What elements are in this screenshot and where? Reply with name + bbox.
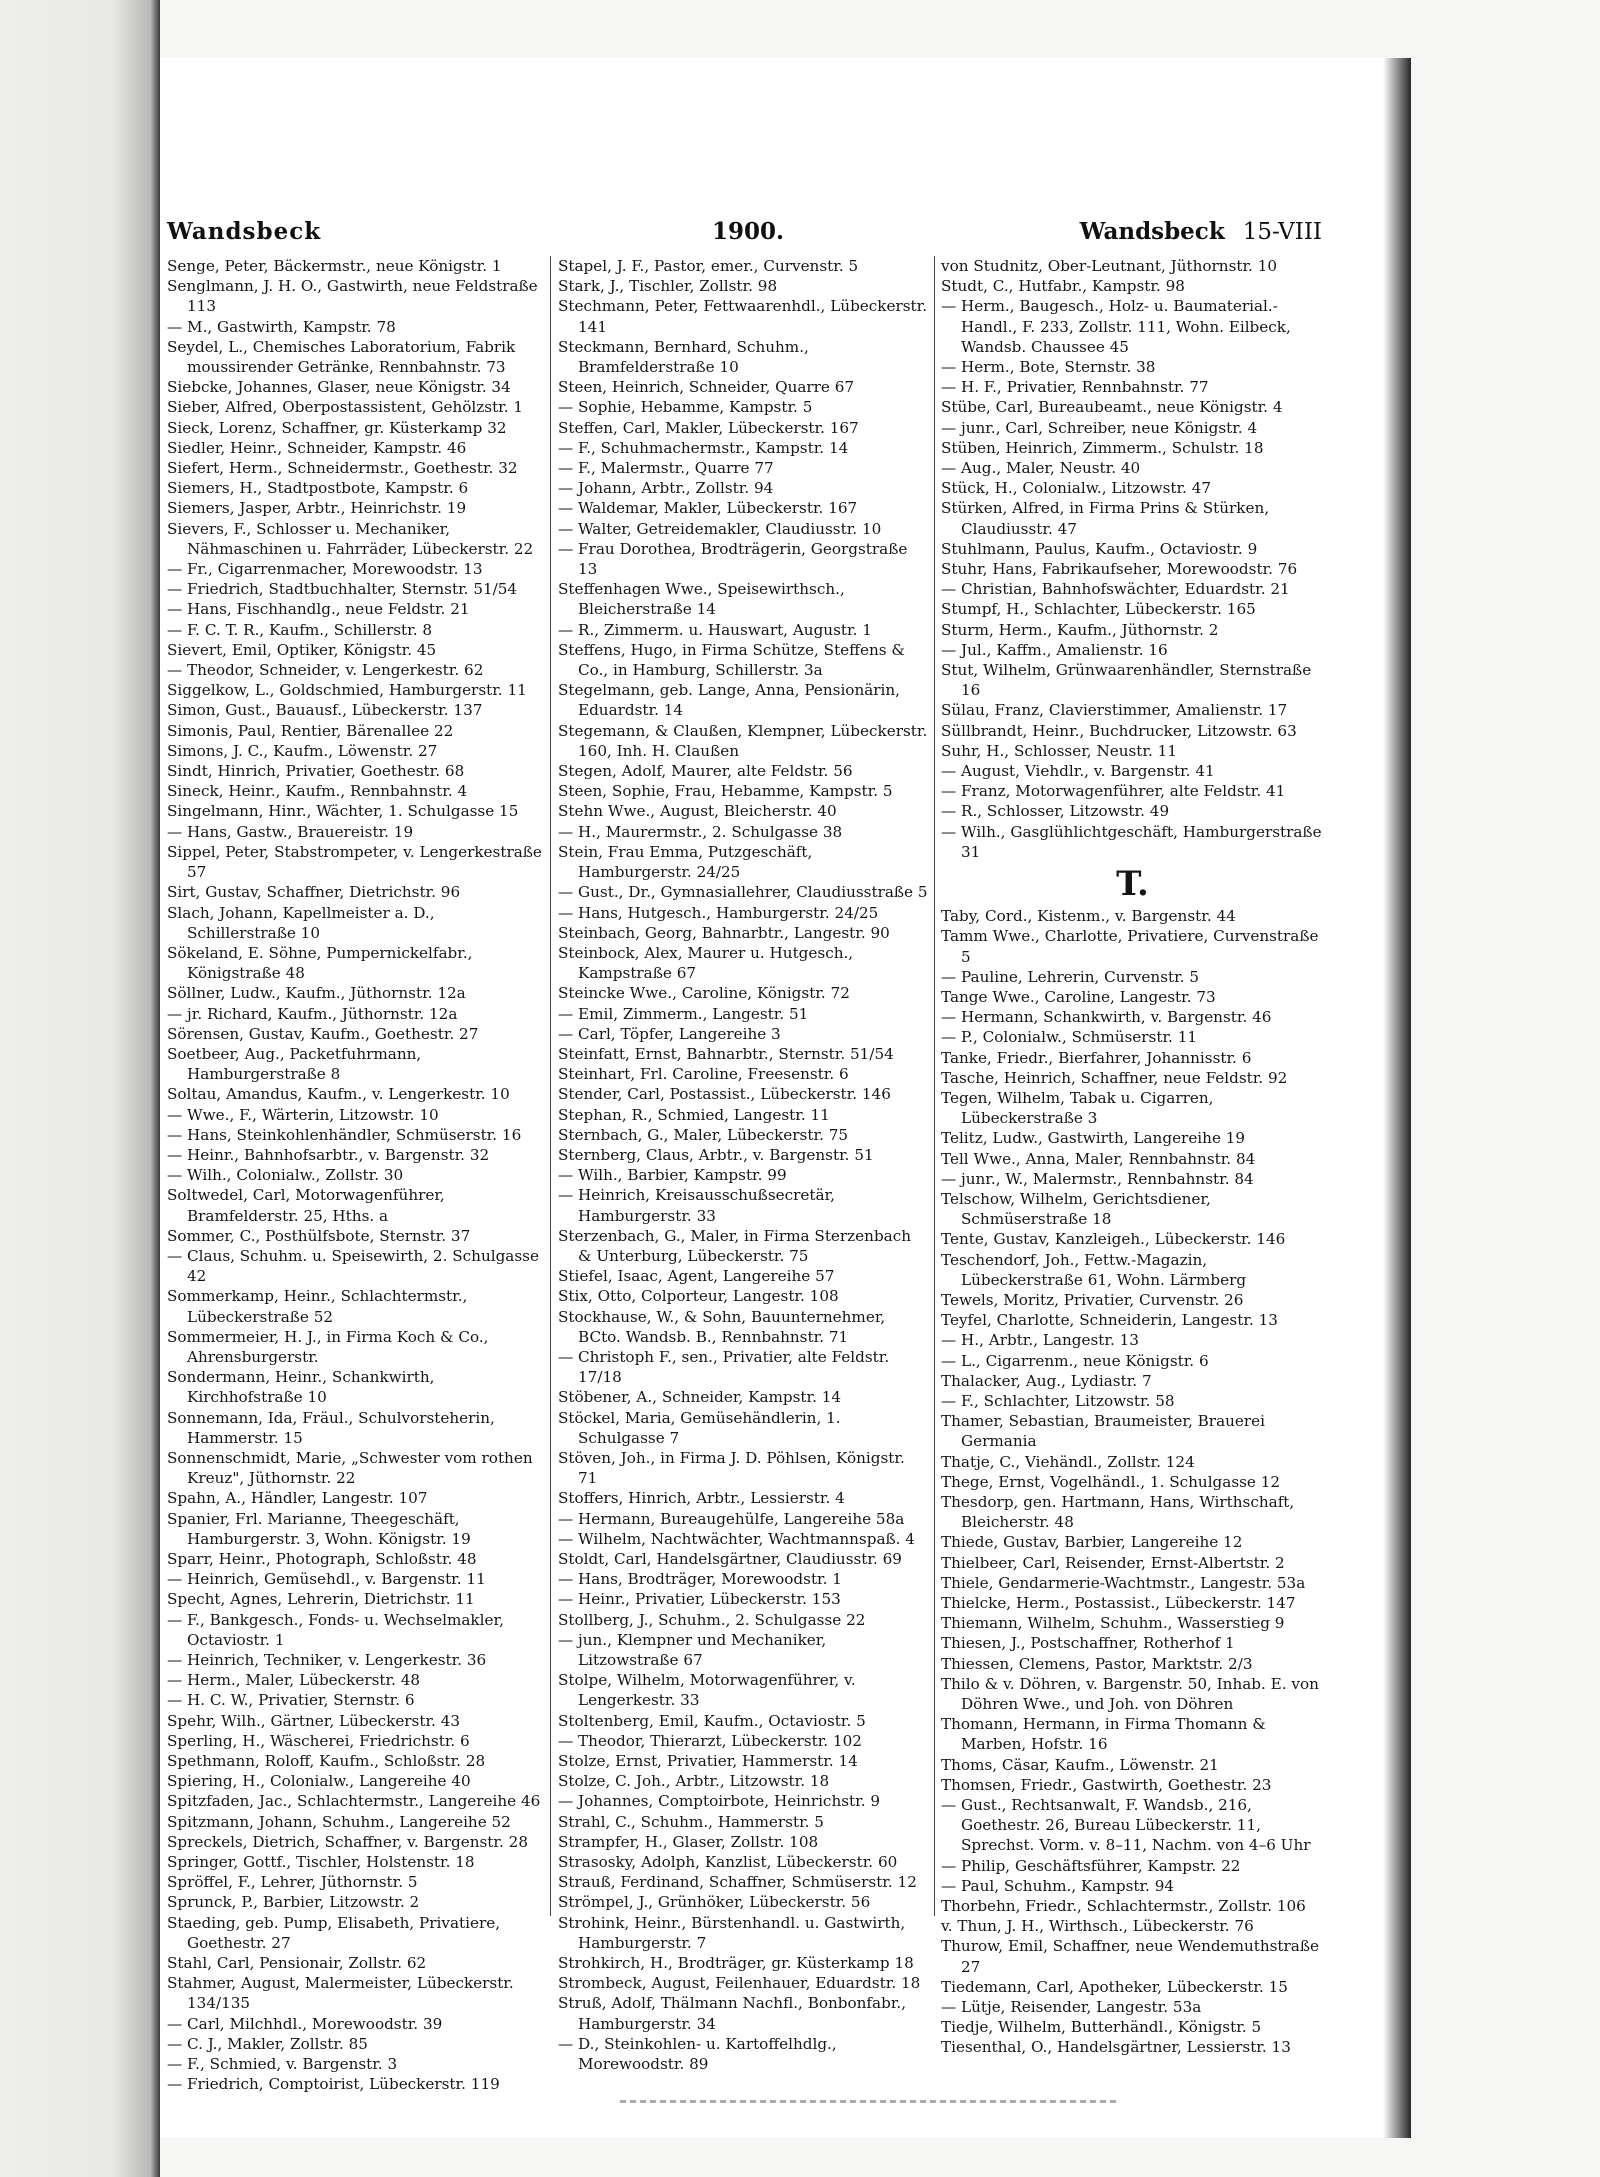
directory-entry: — F., Malermstr., Quarre 77 — [558, 459, 774, 478]
directory-entry: — Herm., Baugesch., Holz- u. Baumaterial.-Handl., F. 233, Zollstr. 111, Wohn. Eilbeck, Wandsb. Chaussee 45 — [941, 297, 1291, 356]
directory-entry: Stahmer, August, Malermeister, Lübeckerstr. 134/135 — [167, 1974, 514, 2013]
directory-entry: — Theodor, Schneider, v. Lengerkestr. 62 — [167, 661, 484, 680]
directory-entry: — M., Gastwirth, Kampstr. 78 — [167, 317, 396, 336]
directory-entry: Stix, Otto, Colporteur, Langestr. 108 — [558, 1287, 839, 1306]
directory-entry: Sievert, Emil, Optiker, Königstr. 45 — [167, 640, 437, 659]
directory-entry: — Hans, Brodträger, Morewoodstr. 1 — [558, 1570, 842, 1589]
directory-entry: Stahl, Carl, Pensionair, Zollstr. 62 — [167, 1954, 427, 1973]
directory-entry: Stolpe, Wilhelm, Motorwagenführer, v. Lengerkestr. 33 — [558, 1671, 856, 1710]
directory-entry: Spahn, A., Händler, Langestr. 107 — [167, 1489, 428, 1508]
header-right-title: Wandsbeck — [1079, 218, 1225, 245]
header-left-title: Wandsbeck — [167, 218, 322, 245]
directory-entry: — Jul., Kaffm., Amalienstr. 16 — [941, 640, 1168, 659]
directory-entry: Thiesen, J., Postschaffner, Rotherhof 1 — [941, 1634, 1235, 1653]
directory-entry: Strombeck, August, Feilenhauer, Eduardstr. 18 — [558, 1974, 921, 1993]
directory-entry: Stut, Wilhelm, Grünwaarenhändler, Sternstraße 16 — [941, 661, 1312, 700]
directory-entry: — Christoph F., sen., Privatier, alte Feldstr. 17/18 — [558, 1347, 890, 1387]
directory-entry: Sommermeier, H. J., in Firma Koch & Co., Ahrensburgerstr. — [167, 1327, 489, 1366]
directory-entry: Stechmann, Peter, Fettwaarenhdl., Lübeckerstr. 141 — [558, 297, 928, 336]
directory-entry: Sörensen, Gustav, Kaufm., Goethestr. 27 — [167, 1024, 479, 1043]
directory-entry: Sommer, C., Posthülfsbote, Sternstr. 37 — [167, 1226, 471, 1245]
directory-entry: — Lütje, Reisender, Langestr. 53a — [941, 1998, 1202, 2017]
directory-entry: v. Thun, J. H., Wirthsch., Lübeckerstr. 76 — [941, 1917, 1254, 1936]
directory-entry: — Heinrich, Gemüsehdl., v. Bargenstr. 11 — [167, 1570, 486, 1589]
directory-entry: Stöckel, Maria, Gemüsehändlerin, 1. Schulgasse 7 — [558, 1408, 841, 1447]
directory-entry: Sülau, Franz, Clavierstimmer, Amalienstr. 17 — [941, 701, 1288, 720]
directory-entry: Siggelkow, L., Goldschmied, Hamburgerstr. 11 — [167, 681, 527, 700]
directory-entry: Tanke, Friedr., Bierfahrer, Johannisstr. 6 — [941, 1048, 1252, 1067]
directory-entry: — jun., Klempner und Mechaniker, Litzowstraße 67 — [558, 1630, 827, 1670]
directory-entry: Sternbach, G., Maler, Lübeckerstr. 75 — [558, 1125, 849, 1144]
directory-entry: Stuhr, Hans, Fabrikaufseher, Morewoodstr. 76 — [941, 560, 1298, 579]
directory-entry: Thomann, Hermann, in Firma Thomann & Marben, Hofstr. 16 — [941, 1715, 1266, 1754]
directory-entry: Steffen, Carl, Makler, Lübeckerstr. 167 — [558, 418, 859, 437]
directory-entry: Stark, J., Tischler, Zollstr. 98 — [558, 277, 778, 296]
directory-entry: — F., Schuhmachermstr., Kampstr. 14 — [558, 438, 849, 457]
directory-entry: Thalacker, Aug., Lydiastr. 7 — [941, 1371, 1152, 1390]
directory-entry: — Pauline, Lehrerin, Curvenstr. 5 — [941, 967, 1200, 986]
directory-entry: — jr. Richard, Kaufm., Jüthornstr. 12a — [167, 1004, 458, 1023]
directory-entry: Thiede, Gustav, Barbier, Langereihe 12 — [941, 1533, 1243, 1552]
directory-entry: — junr., W., Malermstr., Rennbahnstr. 84 — [941, 1169, 1254, 1188]
directory-entry: Stender, Carl, Postassist., Lübeckerstr. 146 — [558, 1085, 891, 1104]
directory-entry: — Fr., Cigarrenmacher, Morewoodstr. 13 — [167, 560, 483, 579]
directory-entry: — Hermann, Schankwirth, v. Bargenstr. 46 — [941, 1008, 1272, 1027]
directory-entry: Slach, Johann, Kapellmeister a. D., Schillerstraße 10 — [167, 903, 435, 942]
directory-entry: — Carl, Milchhdl., Morewoodstr. 39 — [167, 2014, 443, 2033]
directory-entry: Stephan, R., Schmied, Langestr. 11 — [558, 1105, 830, 1124]
directory-entry: — Friedrich, Comptoirist, Lübeckerstr. 119 — [167, 2075, 500, 2094]
directory-entry: Simonis, Paul, Rentier, Bärenallee 22 — [167, 721, 454, 740]
directory-entry: Steinbach, Georg, Bahnarbtr., Langestr. 90 — [558, 923, 890, 942]
directory-entry: Sineck, Heinr., Kaufm., Rennbahnstr. 4 — [167, 782, 468, 801]
directory-entry: Specht, Agnes, Lehrerin, Dietrichstr. 11 — [167, 1590, 475, 1609]
directory-entry: Telitz, Ludw., Gastwirth, Langereihe 19 — [941, 1129, 1246, 1148]
directory-column-2 — [558, 256, 928, 2074]
directory-entry: Thiele, Gendarmerie-Wachtmstr., Langestr. 53a — [941, 1573, 1306, 1592]
directory-entry: — Wilh., Barbier, Kampstr. 99 — [558, 1166, 787, 1185]
directory-entry: Stübe, Carl, Bureaubeamt., neue Königstr. 4 — [941, 398, 1283, 417]
directory-entry: — Friedrich, Stadtbuchhalter, Sternstr. 51/54 — [167, 580, 518, 599]
directory-entry: Stegen, Adolf, Maurer, alte Feldstr. 56 — [558, 762, 853, 781]
page-number: 15-VIII — [1242, 219, 1322, 245]
directory-entry: Stockhause, W., & Sohn, Bauunternehmer, BCto. Wandsb. B., Rennbahnstr. 71 — [558, 1307, 886, 1346]
directory-entry: Sternberg, Claus, Arbtr., v. Bargenstr. 51 — [558, 1145, 874, 1164]
directory-entry: Thesdorp, gen. Hartmann, Hans, Wirthschaft, Bleicherstr. 48 — [941, 1492, 1295, 1532]
directory-entry: Thilo & v. Döhren, v. Bargenstr. 50, Inhab. E. von Döhren Wwe., und Joh. von Döhren — [941, 1674, 1319, 1714]
directory-entry: Spethmann, Roloff, Kaufm., Schloßstr. 28 — [167, 1752, 486, 1771]
directory-entry: Steinfatt, Ernst, Bahnarbtr., Sternstr. 51/54 — [558, 1044, 894, 1063]
directory-entry: Spiering, H., Colonialw., Langereihe 40 — [167, 1772, 471, 1791]
directory-entry: — Johannes, Comptoirbote, Heinrichstr. 9 — [558, 1792, 881, 1811]
directory-entry: Stürken, Alfred, in Firma Prins & Stürken, Claudiusstr. 47 — [941, 499, 1270, 538]
directory-entry: Tasche, Heinrich, Schaffner, neue Feldstr. 92 — [941, 1068, 1288, 1087]
directory-entry: — August, Viehdlr., v. Bargenstr. 41 — [941, 762, 1215, 781]
directory-entry: — Hans, Gastw., Brauereistr. 19 — [167, 822, 414, 841]
directory-entry: Thurow, Emil, Schaffner, neue Wendemuthstraße 27 — [941, 1937, 1319, 1976]
directory-entry: Thiemann, Wilhelm, Schuhm., Wasserstieg 9 — [941, 1614, 1285, 1633]
directory-entry: Sippel, Peter, Stabstrompeter, v. Lengerkestraße 57 — [167, 842, 542, 882]
directory-entry: Spitzfaden, Jac., Schlachtermstr., Langereihe 46 — [167, 1792, 541, 1811]
directory-entry: Simons, J. C., Kaufm., Löwenstr. 27 — [167, 741, 438, 760]
directory-entry: Stiefel, Isaac, Agent, Langereihe 57 — [558, 1267, 835, 1286]
directory-entry: Tange Wwe., Caroline, Langestr. 73 — [941, 987, 1216, 1006]
directory-entry: — Christian, Bahnhofswächter, Eduardstr. 21 — [941, 580, 1290, 599]
directory-entry: — Wilhelm, Nachtwächter, Wachtmannspaß. 4 — [558, 1529, 915, 1548]
directory-entry: Sterzenbach, G., Maler, in Firma Sterzenbach & Unterburg, Lübeckerstr. 75 — [558, 1226, 912, 1265]
directory-entry: Sieck, Lorenz, Schaffner, gr. Küsterkamp 32 — [167, 418, 507, 437]
directory-entry: — Hans, Steinkohlenhändler, Schmüserstr. 16 — [167, 1125, 522, 1144]
directory-entry: Springer, Gottf., Tischler, Holstenstr. 18 — [167, 1853, 475, 1872]
directory-entry: Telschow, Wilhelm, Gerichtsdiener, Schmüserstraße 18 — [941, 1189, 1211, 1229]
directory-entry: Tiedemann, Carl, Apotheker, Lübeckerstr. 15 — [941, 1977, 1288, 1996]
directory-entry: Staeding, geb. Pump, Elisabeth, Privatiere, Goethestr. 27 — [167, 1913, 501, 1952]
directory-entry: Sievers, F., Schlosser u. Mechaniker, Nähmaschinen u. Fahrräder, Lübeckerstr. 22 — [167, 519, 534, 558]
directory-entry: Siemers, Jasper, Arbtr., Heinrichstr. 19 — [167, 499, 467, 518]
directory-entry: — C. J., Makler, Zollstr. 85 — [167, 2034, 368, 2053]
directory-entry: — Hans, Fischhandlg., neue Feldstr. 21 — [167, 600, 470, 619]
directory-entry: Senge, Peter, Bäckermstr., neue Königstr. 1 — [167, 257, 502, 275]
directory-entry: Söllner, Ludw., Kaufm., Jüthornstr. 12a — [167, 984, 466, 1003]
directory-entry: Steckmann, Bernhard, Schuhm., Bramfelderstraße 10 — [558, 337, 809, 377]
directory-entry: Tente, Gustav, Kanzleigeh., Lübeckerstr. 146 — [941, 1230, 1286, 1249]
directory-entry: Stumpf, H., Schlachter, Lübeckerstr. 165 — [941, 600, 1256, 619]
directory-entry: Soltau, Amandus, Kaufm., v. Lengerkestr. 10 — [167, 1085, 510, 1104]
directory-entry: Thege, Ernst, Vogelhändl., 1. Schulgasse 12 — [941, 1472, 1281, 1491]
directory-entry: — Wwe., F., Wärterin, Litzowstr. 10 — [167, 1105, 439, 1124]
directory-entry: Stoffers, Hinrich, Arbtr., Lessierstr. 4 — [558, 1489, 845, 1508]
directory-entry: Spanier, Frl. Marianne, Theegeschäft, Hamburgerstr. 3, Wohn. Königstr. 19 — [167, 1509, 471, 1548]
directory-entry: Thielcke, Herm., Postassist., Lübeckerstr. 147 — [941, 1594, 1296, 1612]
directory-entry: Siedler, Heinr., Schneider, Kampstr. 46 — [167, 438, 467, 457]
directory-entry: — F., Bankgesch., Fonds- u. Wechselmakler, Octaviostr. 1 — [167, 1610, 504, 1649]
directory-entry: Stolze, Ernst, Privatier, Hammerstr. 14 — [558, 1752, 858, 1771]
directory-entry: Siefert, Herm., Schneidermstr., Goethestr. 32 — [167, 459, 518, 478]
directory-entry: Thomsen, Friedr., Gastwirth, Goethestr. 23 — [941, 1775, 1272, 1794]
directory-entry: — Walter, Getreidemakler, Claudiusstr. 10 — [558, 519, 882, 538]
directory-entry: Strasosky, Adolph, Kanzlist, Lübeckerstr. 60 — [558, 1853, 898, 1872]
directory-entry: Stegemann, & Claußen, Klempner, Lübeckerstr. 160, Inh. H. Claußen — [558, 721, 928, 760]
directory-entry: Sirt, Gustav, Schaffner, Dietrichstr. 96 — [167, 883, 461, 902]
directory-column-3 — [941, 256, 1324, 2058]
directory-entry: Tiesenthal, O., Handelsgärtner, Lessierstr. 13 — [941, 2038, 1291, 2057]
directory-entry: — Frau Dorothea, Brodträgerin, Georgstraße 13 — [558, 539, 908, 579]
directory-entry: — Paul, Schuhm., Kampstr. 94 — [941, 1876, 1175, 1895]
directory-entry: Sturm, Herm., Kaufm., Jüthornstr. 2 — [941, 620, 1219, 639]
directory-entry: — Gust., Rechtsanwalt, F. Wandsb., 216, Goethestr. 26, Bureau Lübeckerstr. 11, Sprechst. Vorm. v. 8–11, Nachm. von 4–6 Uhr — [941, 1796, 1311, 1855]
page-edge-shadow — [1383, 58, 1411, 2138]
directory-entry: Soetbeer, Aug., Packetfuhrmann, Hamburgerstraße 8 — [167, 1044, 422, 1084]
directory-entry: Stollberg, J., Schuhm., 2. Schulgasse 22 — [558, 1610, 866, 1629]
directory-entry: — Philip, Geschäftsführer, Kampstr. 22 — [941, 1856, 1241, 1875]
directory-entry: Sindt, Hinrich, Privatier, Goethestr. 68 — [167, 762, 465, 781]
directory-entry: Spröffel, F., Lehrer, Jüthornstr. 5 — [167, 1873, 418, 1892]
directory-entry: — Johann, Arbtr., Zollstr. 94 — [558, 479, 774, 498]
directory-entry: Steincke Wwe., Caroline, Königstr. 72 — [558, 984, 850, 1003]
column-divider-2 — [934, 256, 935, 1916]
directory-entry: — Sophie, Hebamme, Kampstr. 5 — [558, 398, 813, 417]
directory-entry: — Claus, Schuhm. u. Speisewirth, 2. Schulgasse 42 — [167, 1246, 539, 1286]
directory-entry: — Hans, Hutgesch., Hamburgerstr. 24/25 — [558, 903, 879, 922]
directory-entry: Singelmann, Hinr., Wächter, 1. Schulgasse 15 — [167, 802, 519, 821]
directory-entry: Teyfel, Charlotte, Schneiderin, Langestr. 13 — [941, 1311, 1278, 1330]
directory-entry: Strömpel, J., Grünhöker, Lübeckerstr. 56 — [558, 1893, 871, 1912]
directory-entry: — H. C. W., Privatier, Sternstr. 6 — [167, 1691, 415, 1710]
directory-entry: — Theodor, Thierarzt, Lübeckerstr. 102 — [558, 1731, 862, 1750]
directory-entry: — Heinrich, Techniker, v. Lengerkestr. 36 — [167, 1651, 487, 1670]
directory-entry: Stolze, C. Joh., Arbtr., Litzowstr. 18 — [558, 1772, 830, 1791]
directory-entry: Simon, Gust., Bauausf., Lübeckerstr. 137 — [167, 701, 483, 720]
directory-entry: Thatje, C., Viehändl., Zollstr. 124 — [941, 1452, 1195, 1471]
directory-entry: — Gust., Dr., Gymnasiallehrer, Claudiusstraße 5 — [558, 883, 928, 902]
directory-entry: — junr., Carl, Schreiber, neue Königstr. 4 — [941, 418, 1258, 437]
directory-entry: — R., Schlosser, Litzowstr. 49 — [941, 802, 1170, 821]
directory-entry: Sieber, Alfred, Oberpostassistent, Gehölzstr. 1 — [167, 398, 524, 417]
directory-entry: von Studnitz, Ober-Leutnant, Jüthornstr. 10 — [941, 257, 1278, 275]
directory-entry: Steen, Sophie, Frau, Hebamme, Kampstr. 5 — [558, 782, 893, 801]
directory-entry: — F. C. T. R., Kaufm., Schillerstr. 8 — [167, 620, 433, 639]
directory-entry: Stück, H., Colonialw., Litzowstr. 47 — [941, 479, 1212, 498]
directory-entry: Steinbock, Alex, Maurer u. Hutgesch., Kampstraße 67 — [558, 943, 854, 983]
directory-entry: — F., Schmied, v. Bargenstr. 3 — [167, 2055, 398, 2074]
directory-entry: Spitzmann, Johann, Schuhm., Langereihe 52 — [167, 1812, 511, 1831]
directory-entry: Stöbener, A., Schneider, Kampstr. 14 — [558, 1388, 842, 1407]
directory-entry: — Hermann, Bureaugehülfe, Langereihe 58a — [558, 1509, 905, 1528]
directory-entry: Thoms, Cäsar, Kaufm., Löwenstr. 21 — [941, 1755, 1219, 1774]
directory-column-1 — [167, 256, 545, 2094]
directory-entry: Stöven, Joh., in Firma J. D. Pöhlsen, Königstr. 71 — [558, 1448, 905, 1488]
directory-entry: Spreckels, Dietrich, Schaffner, v. Bargenstr. 28 — [167, 1832, 528, 1851]
directory-entry: Stegelmann, geb. Lange, Anna, Pensionärin, Eduardstr. 14 — [558, 681, 901, 720]
directory-entry: Siebcke, Johannes, Glaser, neue Königstr. 34 — [167, 378, 511, 397]
directory-entry: Steen, Heinrich, Schneider, Quarre 67 — [558, 378, 855, 397]
directory-entry: — R., Zimmerm. u. Hauswart, Augustr. 1 — [558, 620, 872, 639]
directory-entry: Stoltenberg, Emil, Kaufm., Octaviostr. 5 — [558, 1711, 866, 1730]
directory-entry: Sparr, Heinr., Photograph, Schloßstr. 48 — [167, 1550, 477, 1568]
directory-entry: Thamer, Sebastian, Braumeister, Brauerei Germania — [941, 1412, 1265, 1451]
directory-entry: Sperling, H., Wäscherei, Friedrichstr. 6 — [167, 1731, 470, 1750]
directory-entry: Sonnenschmidt, Marie, „Schwester vom rothen Kreuz", Jüthornstr. 22 — [167, 1448, 533, 1488]
directory-entry: Tewels, Moritz, Privatier, Curvenstr. 26 — [941, 1290, 1244, 1309]
directory-entry: — H., Arbtr., Langestr. 13 — [941, 1331, 1139, 1350]
directory-entry: — Wilh., Colonialw., Zollstr. 30 — [167, 1166, 404, 1185]
directory-entry: Thorbehn, Friedr., Schlachtermstr., Zollstr. 106 — [941, 1897, 1306, 1916]
directory-entry: Stapel, J. F., Pastor, emer., Curvenstr. 5 — [558, 257, 859, 275]
directory-entry: Taby, Cord., Kistenm., v. Bargenstr. 44 — [941, 907, 1236, 926]
directory-entry: Strohkirch, H., Brodträger, gr. Küsterkamp 18 — [558, 1954, 914, 1973]
directory-entry: Stüben, Heinrich, Zimmerm., Schulstr. 18 — [941, 438, 1264, 457]
directory-entry: Spehr, Wilh., Gärtner, Lübeckerstr. 43 — [167, 1711, 461, 1730]
directory-entry: — H. F., Privatier, Rennbahnstr. 77 — [941, 378, 1209, 397]
directory-entry: Stoldt, Carl, Handelsgärtner, Claudiusstr. 69 — [558, 1550, 902, 1568]
directory-entry: Tiedje, Wilhelm, Butterhändl., Königstr. 5 — [941, 2018, 1262, 2037]
directory-entry: Stuhlmann, Paulus, Kaufm., Octaviostr. 9 — [941, 539, 1258, 558]
directory-entry: — Herm., Maler, Lübeckerstr. 48 — [167, 1671, 421, 1690]
directory-entry: — F., Schlachter, Litzowstr. 58 — [941, 1391, 1175, 1410]
directory-entry: Struß, Adolf, Thälmann Nachfl., Bonbonfabr., Hamburgerstr. 34 — [558, 1994, 907, 2033]
directory-entry: — D., Steinkohlen- u. Kartoffelhdlg., Morewoodstr. 89 — [558, 2034, 837, 2074]
directory-entry: Sökeland, E. Söhne, Pumpernickelfabr., Königstraße 48 — [167, 943, 473, 983]
directory-entry: Teschendorf, Joh., Fettw.-Magazin, Lübeckerstraße 61, Wohn. Lärmberg — [941, 1250, 1247, 1289]
header-year: 1900. — [712, 218, 785, 245]
directory-entry: — L., Cigarrenm., neue Königstr. 6 — [941, 1351, 1209, 1370]
directory-entry: Senglmann, J. H. O., Gastwirth, neue Feldstraße 113 — [167, 277, 538, 316]
directory-entry: Strohink, Heinr., Bürstenhandl. u. Gastwirth, Hamburgerstr. 7 — [558, 1913, 906, 1952]
page-header — [167, 218, 1322, 252]
directory-entry: Tegen, Wilhelm, Tabak u. Cigarren, Lübeckerstraße 3 — [941, 1088, 1214, 1128]
directory-entry: Thiessen, Clemens, Pastor, Marktstr. 2/3 — [941, 1654, 1253, 1673]
header-right — [1080, 218, 1322, 245]
scan-margin — [0, 0, 160, 2177]
directory-entry: Steinhart, Frl. Caroline, Freesenstr. 6 — [558, 1065, 849, 1084]
directory-entry: Stein, Frau Emma, Putzgeschäft, Hamburgerstr. 24/25 — [558, 842, 813, 882]
directory-entry: Stehn Wwe., August, Bleicherstr. 40 — [558, 802, 837, 821]
directory-entry: Süllbrandt, Heinr., Buchdrucker, Litzowstr. 63 — [941, 721, 1297, 740]
directory-entry: — Herm., Bote, Sternstr. 38 — [941, 358, 1156, 377]
directory-entry: Sprunck, P., Barbier, Litzowstr. 2 — [167, 1893, 420, 1912]
directory-entry: Steffens, Hugo, in Firma Schütze, Steffens & Co., in Hamburg, Schillerstr. 3a — [558, 640, 905, 680]
directory-entry: Studt, C., Hutfabr., Kampstr. 98 — [941, 277, 1185, 296]
directory-entry: Sondermann, Heinr., Schankwirth, Kirchhofstraße 10 — [167, 1368, 435, 1407]
directory-entry: — Heinr., Privatier, Lübeckerstr. 153 — [558, 1590, 841, 1609]
directory-entry: — Wilh., Gasglühlichtgeschäft, Hamburgerstraße 31 — [941, 822, 1322, 861]
directory-entry: Strauß, Ferdinand, Schaffner, Schmüserstr. 12 — [558, 1873, 917, 1892]
directory-entry: — Aug., Maler, Neustr. 40 — [941, 459, 1141, 478]
directory-entry: Sonnemann, Ida, Fräul., Schulvorsteherin, Hammerstr. 15 — [167, 1408, 495, 1447]
directory-entry: Seydel, L., Chemisches Laboratorium, Fabrik moussirender Getränke, Rennbahnstr. 73 — [167, 337, 516, 377]
directory-entry: Tell Wwe., Anna, Maler, Rennbahnstr. 84 — [941, 1149, 1256, 1168]
directory-entry: Soltwedel, Carl, Motorwagenführer, Bramfelderstr. 25, Hths. a — [167, 1186, 445, 1225]
directory-entry: — Heinrich, Kreisausschußsecretär, Hamburgerstr. 33 — [558, 1186, 835, 1225]
directory-entry: Suhr, H., Schlosser, Neustr. 11 — [941, 741, 1177, 760]
directory-entry: — P., Colonialw., Schmüserstr. 11 — [941, 1028, 1198, 1047]
directory-entry: — Waldemar, Makler, Lübeckerstr. 167 — [558, 499, 858, 518]
directory-entry: Tamm Wwe., Charlotte, Privatiere, Curvenstraße 5 — [941, 927, 1319, 966]
directory-entry: Siemers, H., Stadtpostbote, Kampstr. 6 — [167, 479, 469, 498]
directory-entry: — Carl, Töpfer, Langereihe 3 — [558, 1024, 781, 1043]
directory-entry: Sommerkamp, Heinr., Schlachtermstr., Lübeckerstraße 52 — [167, 1287, 468, 1326]
directory-entry: Strahl, C., Schuhm., Hammerstr. 5 — [558, 1812, 824, 1831]
column-divider-1 — [550, 256, 551, 1916]
directory-entry: — Franz, Motorwagenführer, alte Feldstr. 41 — [941, 782, 1286, 801]
directory-entry: Strampfer, H., Glaser, Zollstr. 108 — [558, 1832, 819, 1851]
section-letter-heading: T. — [1116, 864, 1149, 905]
directory-entry: Steffenhagen Wwe., Speisewirthsch., Bleicherstraße 14 — [558, 580, 845, 619]
directory-entry: — H., Maurermstr., 2. Schulgasse 38 — [558, 822, 843, 841]
bottom-ornament-line — [620, 2100, 1120, 2103]
directory-entry: — Heinr., Bahnhofsarbtr., v. Bargenstr. 32 — [167, 1145, 490, 1164]
directory-entry: — Emil, Zimmerm., Langestr. 51 — [558, 1004, 809, 1023]
directory-entry: Thielbeer, Carl, Reisender, Ernst-Albertstr. 2 — [941, 1553, 1285, 1572]
